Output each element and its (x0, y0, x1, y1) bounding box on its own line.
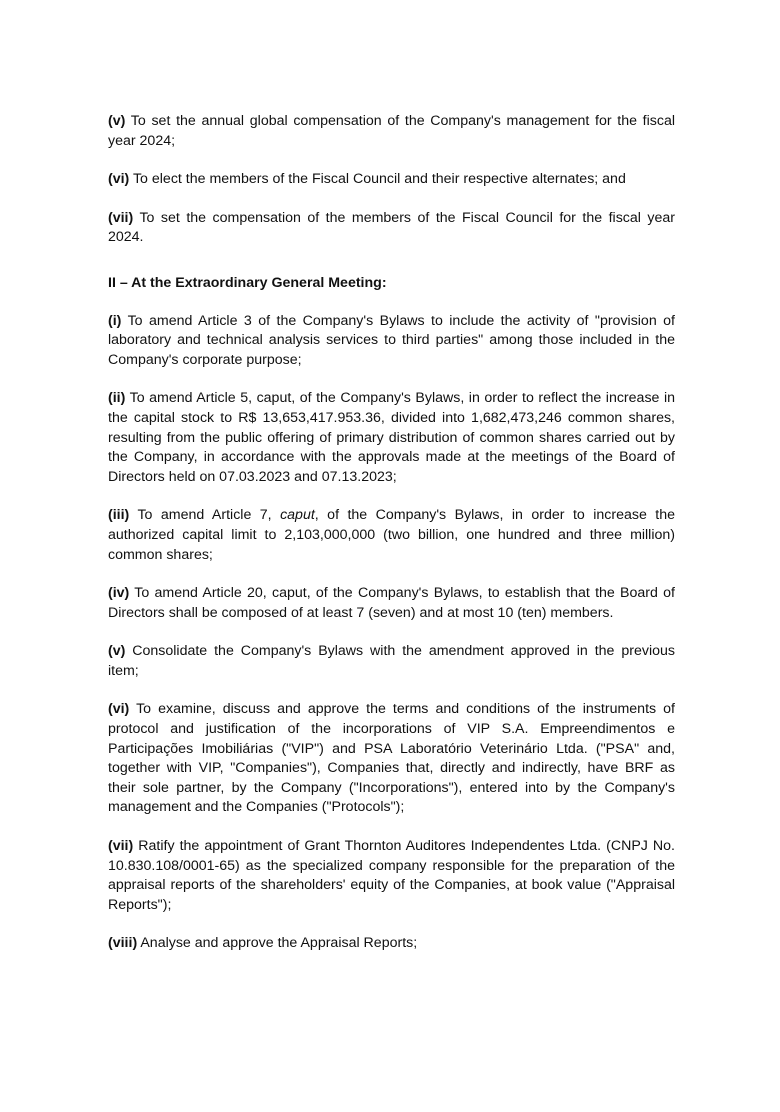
egm-item-v (108, 642, 675, 681)
egm-item-viii (108, 934, 675, 954)
item-text: To amend Article 5, caput, of the Company's Bylaws, in order to reflect the increase in the capital stock to R$ 13,653,417.953.36, divided into 1,682,473,246 common shares, resulting from the public offering of primary distribution of common shares carried out by the Company, in accordance with the approvals made at the meetings of the Board of Directors held on 07.03.2023 and 07.13.2023; (108, 390, 675, 485)
item-text: To set the compensation of the members of the Fiscal Council for the fiscal year 2024. (108, 209, 676, 246)
item-text: To amend Article 3 of the Company's Bylaws to include the activity of "provision of laboratory and technical analysis services to third parties" among those included in the Company's corporate purpose; (108, 312, 675, 368)
item-number: (i) (108, 312, 122, 329)
item-text-after: , of the Company's Bylaws, in order to increase the authorized capital limit to 2,103,000,000 (two billion, one hundred and three million) common shares; (108, 507, 676, 563)
item-number: (viii) (108, 935, 138, 952)
agenda-item-vii (108, 209, 675, 248)
item-text: Ratify the appointment of Grant Thornton Auditores Independentes Ltda. (CNPJ No. 10.830.108/0001-65) as the specialized company responsible for the preparation of the appraisal reports of the shareholders' equity of the Companies, at book value ("Appraisal Reports"); (108, 838, 675, 913)
item-text: To amend Article 20, caput, of the Company's Bylaws, to establish that the Board of Directors shall be composed of at least 7 (seven) and at most 10 (ten) members. (108, 585, 675, 621)
egm-item-vii (108, 837, 675, 915)
egm-item-iii (108, 506, 675, 565)
agenda-item-vi (108, 170, 675, 190)
egm-item-ii (108, 389, 675, 487)
item-text-italic: caput (280, 507, 315, 524)
item-number: (iii) (108, 507, 130, 524)
item-number: (ii) (108, 390, 126, 407)
item-text-before: To amend Article 7, (137, 507, 272, 524)
egm-item-iv (108, 584, 675, 623)
agenda-item-v (108, 112, 675, 151)
item-text: To set the annual global compensation of the Company's management for the fiscal year 2024; (108, 113, 675, 149)
item-number: (v) (108, 113, 126, 129)
item-number: (v) (108, 643, 126, 660)
item-number: (vii) (108, 209, 134, 226)
item-text: To examine, discuss and approve the terms and conditions of the instruments of protocol and justification of the incorporations of VIP S.A. Empreendimentos e Participações Imobiliárias ("VIP") and PSA Laboratório Veterinário Ltda. ("PSA" and, together with VIP, "Companies"), Companies that, directly and indirectly, have BRF as their sole partner, by the Company ("Incorporations"), entered into by the Company's management and the Companies ("Protocols"); (108, 701, 675, 816)
item-text: Consolidate the Company's Bylaws with the amendment approved in the previous item; (108, 643, 675, 679)
item-number: (vii) (108, 838, 134, 855)
document-page (108, 112, 675, 954)
item-number: (vi) (108, 701, 130, 718)
section-heading: II – At the Extraordinary General Meeting: (108, 274, 387, 291)
item-text: To elect the members of the Fiscal Council and their respective alternates; and (132, 171, 626, 188)
item-number: (iv) (108, 585, 130, 602)
item-number: (vi) (108, 171, 130, 188)
item-text: Analyse and approve the Appraisal Reports; (140, 935, 418, 952)
egm-item-vi (108, 700, 675, 818)
egm-item-i (108, 312, 675, 371)
